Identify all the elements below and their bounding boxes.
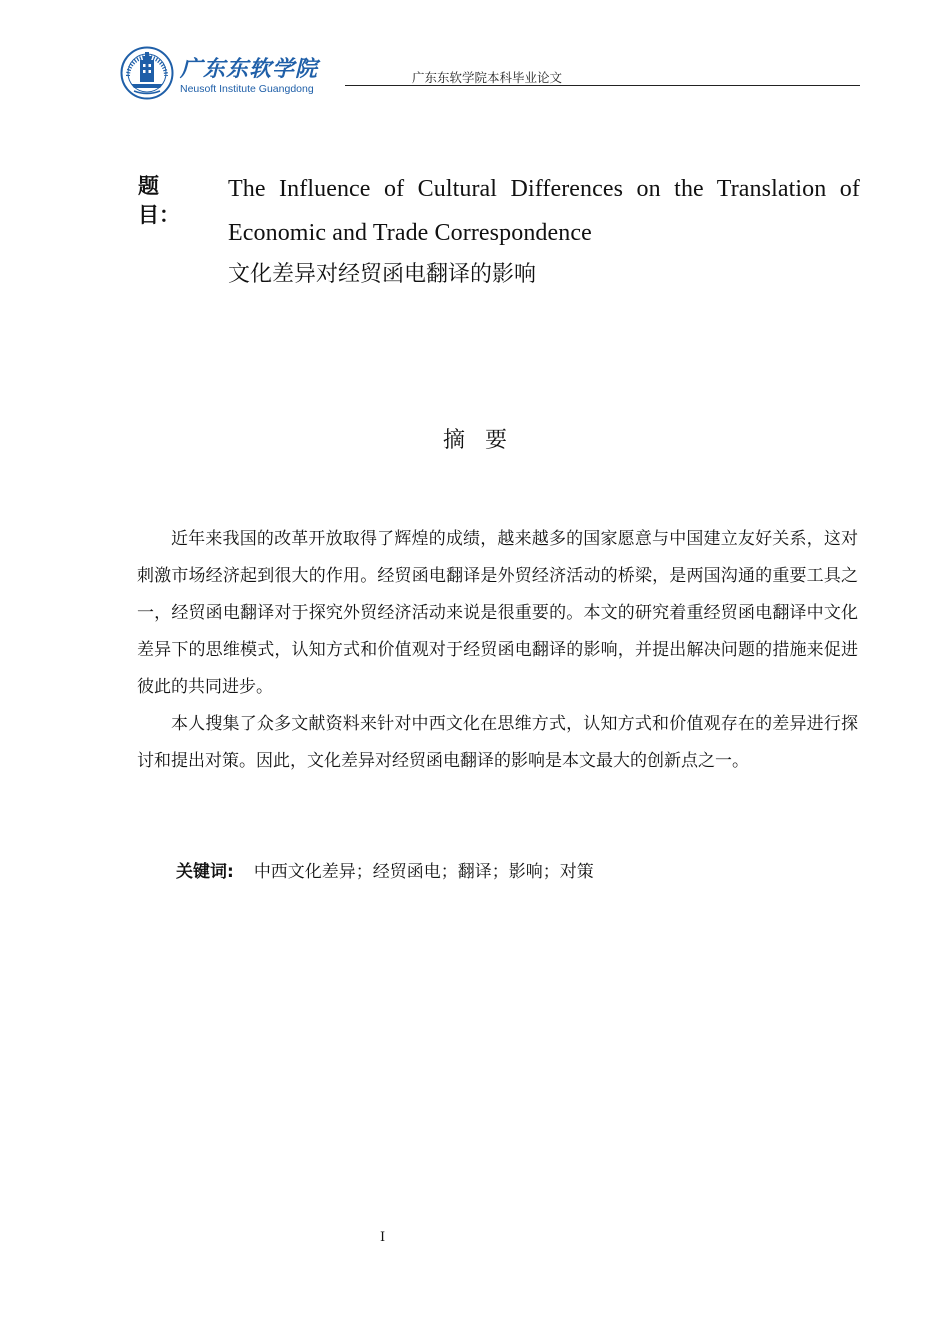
- abstract-paragraph: 本人搜集了众多文献资料来针对中西文化在思维方式，认知方式和价值观存在的差异进行探讨和提出对策。因此，文化差异对经贸函电翻译的影响是本文最大的创新点之一。: [137, 714, 858, 771]
- title-label: 题目：: [138, 174, 180, 227]
- keywords-line: [176, 857, 594, 882]
- institute-logo: [120, 46, 320, 104]
- abstract-paragraph: 近年来我国的改革开放取得了辉煌的成绩，越来越多的国家愿意与中国建立友好关系，这对刺激市场经济起到很大的作用。经贸函电翻译是外贸经济活动的桥梁，是两国沟通的重要工具之一，经贸函电翻译对于探究外贸经济活动来说是很重要的。本文的研究着重经贸函电翻译中文化差异下的思维模式，认知方式和价值观对于经贸函电翻译的影响，并提出解决问题的措施来促进彼此的共同进步。: [137, 529, 858, 697]
- institute-emblem-icon: [120, 46, 174, 100]
- english-title: The Influence of Cultural Differences on the Translation of Economic and Trade Correspondence: [228, 176, 860, 246]
- keywords-label: 关键词:: [176, 862, 234, 882]
- logo-chinese-name: 广东东软学院: [180, 57, 319, 82]
- logo-english-name: Neusoft Institute Guangdong: [180, 83, 314, 95]
- abstract-body: [137, 521, 858, 780]
- abstract-heading: 摘要: [442, 428, 527, 453]
- page-number: I: [380, 1230, 386, 1245]
- header-divider: [345, 85, 860, 86]
- keywords-value: 中西文化差异；经贸函电；翻译；影响；对策: [253, 862, 594, 882]
- chinese-title: 文化差异对经贸函电翻译的影响: [228, 262, 537, 287]
- running-header: 广东东软学院本科毕业论文: [412, 70, 563, 85]
